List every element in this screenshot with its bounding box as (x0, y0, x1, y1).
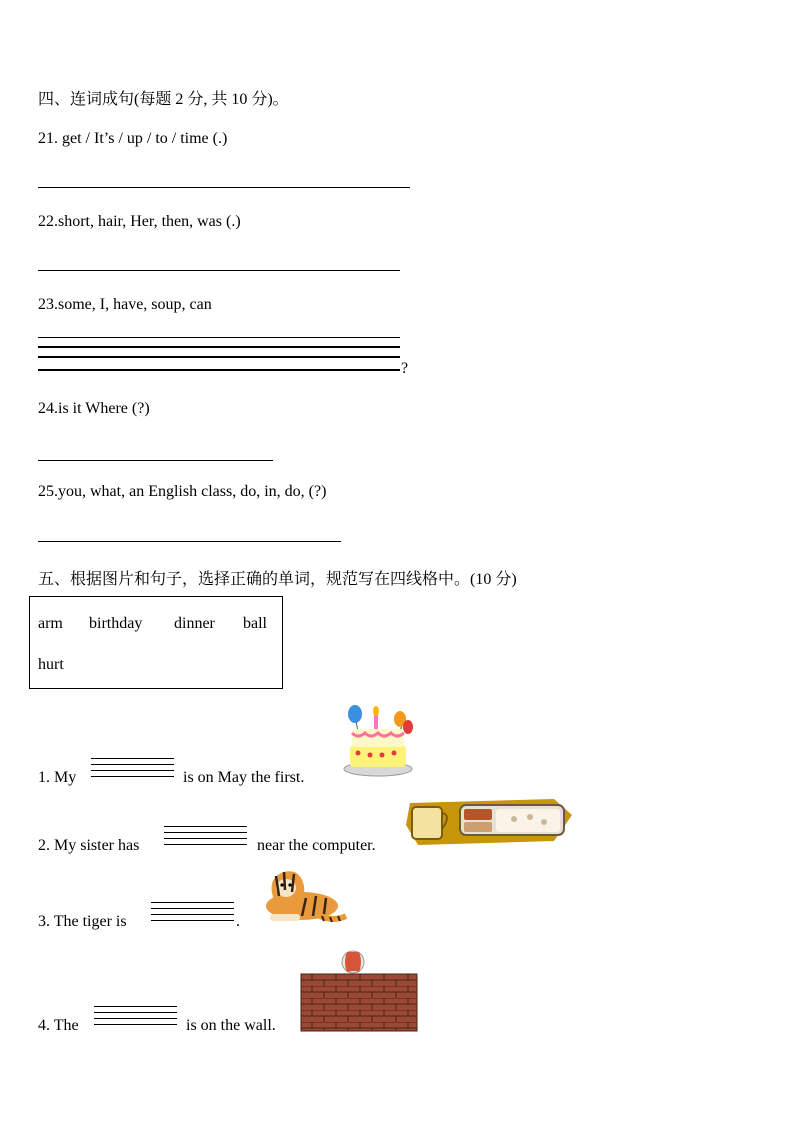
word-bank-hurt: hurt (38, 656, 64, 673)
question-25: 25.you, what, an English class, do, in, do, (?) (38, 483, 327, 500)
word-bank-dinner: dinner (174, 615, 215, 632)
section-4-heading: 四、连词成句(每题 2 分, 共 10 分)。 (38, 91, 289, 108)
word-bank-birthday: birthday (89, 615, 143, 632)
ball-on-wall-icon (300, 950, 418, 1032)
item-3-prefix: 3. The tiger is (38, 913, 127, 930)
word-bank-box (29, 596, 283, 689)
answer-line-23c[interactable] (38, 356, 400, 358)
item-4-prefix: 4. The (38, 1017, 79, 1034)
answer-line-24[interactable] (38, 460, 273, 461)
item-4-suffix: is on the wall. (186, 1017, 276, 1034)
question-24: 24.is it Where (?) (38, 400, 150, 417)
four-line-grid-3[interactable] (151, 902, 234, 924)
answer-line-22[interactable] (38, 270, 400, 271)
item-1-suffix: is on May the first. (183, 769, 305, 786)
section-5-heading: 五、根据图片和句子，选择正确的单词，规范写在四线格中。(10 分) (38, 571, 517, 588)
answer-line-25[interactable] (38, 541, 341, 542)
question-21: 21. get / It’s / up / to / time (.) (38, 130, 228, 147)
question-22: 22.short, hair, Her, then, was (.) (38, 213, 241, 230)
answer-line-21[interactable] (38, 187, 410, 188)
four-line-grid-1[interactable] (91, 758, 174, 780)
four-line-grid-2[interactable] (164, 826, 247, 848)
tiger-icon (250, 866, 350, 926)
question-23: 23.some, I, have, soup, can (38, 296, 212, 313)
dinner-tray-icon (404, 795, 576, 849)
item-2-prefix: 2. My sister has (38, 837, 140, 854)
word-bank-arm: arm (38, 615, 63, 632)
four-line-grid-4[interactable] (94, 1006, 177, 1028)
word-bank-ball: ball (243, 615, 267, 632)
birthday-cake-icon (340, 703, 418, 777)
answer-line-23a[interactable] (38, 337, 400, 338)
item-2-suffix: near the computer. (257, 837, 376, 854)
answer-line-23b[interactable] (38, 346, 400, 348)
answer-line-23d[interactable] (38, 369, 400, 371)
item-3-suffix: . (236, 913, 240, 930)
question-23-end-mark: ? (401, 360, 409, 377)
item-1-prefix: 1. My (38, 769, 77, 786)
